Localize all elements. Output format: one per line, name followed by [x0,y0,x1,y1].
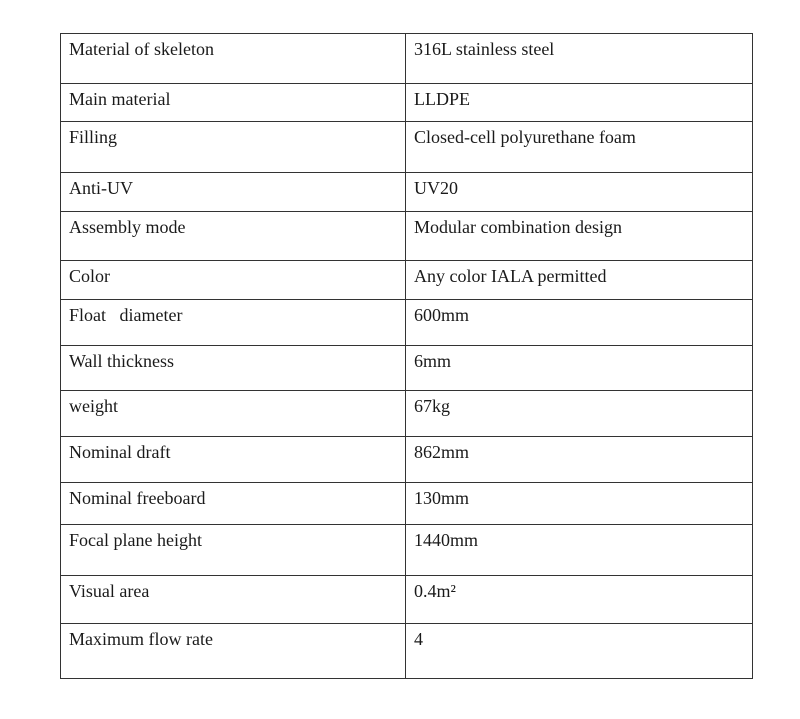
spec-value-nominal-draft: 862mm [406,437,753,483]
spec-label-assembly-mode: Assembly mode [61,212,406,261]
table-row [61,576,753,624]
spec-value-maximum-flow-rate: 4 [406,624,753,679]
spec-value-filling: Closed-cell polyurethane foam [406,122,753,173]
table-row [61,300,753,346]
spec-value-wall-thickness: 6mm [406,346,753,391]
spec-value-float-diameter: 600mm [406,300,753,346]
table-row [61,483,753,525]
spec-label-maximum-flow-rate: Maximum flow rate [61,624,406,679]
spec-value-anti-uv: UV20 [406,173,753,212]
spec-label-wall-thickness: Wall thickness [61,346,406,391]
spec-value-weight: 67kg [406,391,753,437]
spec-value-main-material: LLDPE [406,84,753,122]
table-row [61,525,753,576]
spec-value-color: Any color IALA permitted [406,261,753,300]
spec-table [60,33,753,679]
spec-label-float-diameter: Float diameter [61,300,406,346]
table-row [61,346,753,391]
spec-label-weight: weight [61,391,406,437]
spec-label-nominal-freeboard: Nominal freeboard [61,483,406,525]
table-row [61,84,753,122]
table-row [61,261,753,300]
spec-label-main-material: Main material [61,84,406,122]
spec-value-assembly-mode: Modular combination design [406,212,753,261]
spec-label-focal-plane-height: Focal plane height [61,525,406,576]
spec-value-material-of-skeleton: 316L stainless steel [406,34,753,84]
spec-label-nominal-draft: Nominal draft [61,437,406,483]
spec-table-body [61,34,753,679]
table-row [61,34,753,84]
spec-value-visual-area: 0.4m² [406,576,753,624]
spec-label-color: Color [61,261,406,300]
table-row [61,391,753,437]
table-row [61,212,753,261]
spec-value-nominal-freeboard: 130mm [406,483,753,525]
spec-label-anti-uv: Anti-UV [61,173,406,212]
table-row [61,437,753,483]
spec-value-focal-plane-height: 1440mm [406,525,753,576]
table-row [61,624,753,679]
table-row [61,173,753,212]
spec-label-material-of-skeleton: Material of skeleton [61,34,406,84]
spec-label-visual-area: Visual area [61,576,406,624]
spec-label-filling: Filling [61,122,406,173]
table-row [61,122,753,173]
